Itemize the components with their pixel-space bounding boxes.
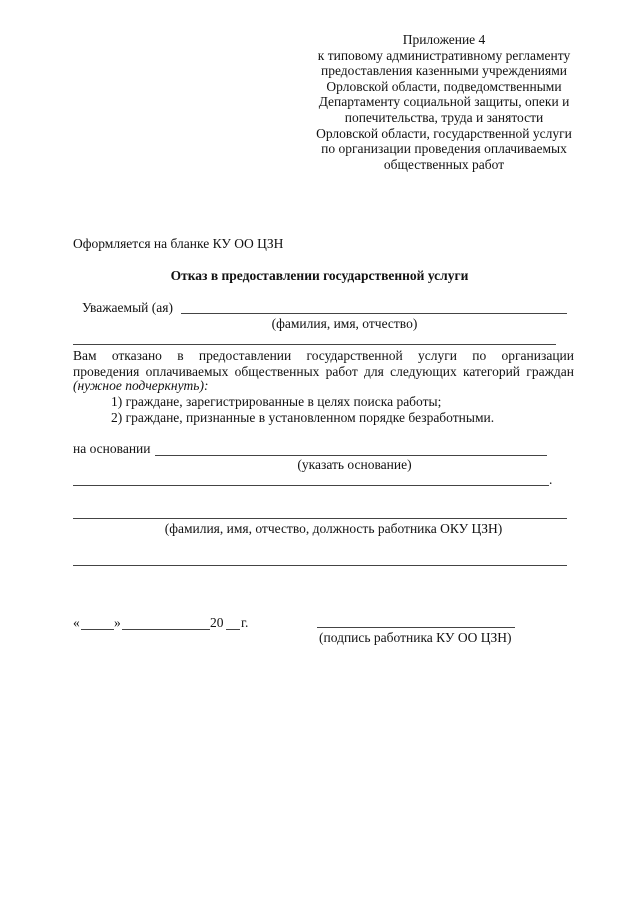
- appendix-line: Орловской области, государственной услуги: [316, 125, 572, 141]
- signature-hint: (подпись работника КУ ОО ЦЗН): [319, 630, 512, 645]
- date-year-prefix: 20: [210, 615, 224, 630]
- greeting-label: Уважаемый (ая): [82, 300, 173, 315]
- basis-label: на основании: [73, 441, 151, 456]
- date-open-quote: «: [73, 615, 80, 630]
- appendix-line: к типовому административному регламенту: [317, 47, 571, 63]
- appendix-line: Приложение 4: [402, 32, 486, 47]
- form-note: Оформляется на бланке КУ ОО ЦЗН: [73, 236, 284, 251]
- appendix-line: Орловской области, подведомственными: [326, 78, 562, 94]
- appendix-line: Департаменту социальной защиты, опеки и: [318, 94, 570, 110]
- basis-continuation-field[interactable]: [73, 485, 549, 486]
- appendix-line: общественных работ: [383, 156, 505, 172]
- category-item-2: 2) граждане, признанные в установленном порядке безработными.: [111, 410, 495, 425]
- recipient-name-hint: (фамилия, имя, отчество): [271, 316, 418, 331]
- date-year-suffix: г.: [241, 615, 249, 630]
- document-title: Отказ в предоставлении государственной услуги: [170, 268, 469, 283]
- basis-hint: (указать основание): [297, 457, 412, 472]
- refusal-text-line: Вам отказано в предоставлении государственной услуги по организации: [73, 348, 574, 363]
- recipient-name-field[interactable]: [181, 313, 567, 314]
- appendix-header: [296, 32, 592, 172]
- appendix-line: попечительства, труда и занятости: [344, 109, 544, 125]
- date-day-field[interactable]: [81, 629, 114, 630]
- employee-hint: (фамилия, имя, отчество, должность работника ОКУ ЦЗН): [164, 521, 503, 536]
- recipient-name-continuation-field[interactable]: [73, 344, 556, 345]
- basis-end-mark: .: [549, 472, 553, 487]
- date-close-quote: »: [114, 615, 121, 630]
- date-year-field[interactable]: [226, 629, 240, 630]
- basis-field[interactable]: [155, 455, 547, 456]
- underline-note: (нужное подчеркнуть):: [73, 378, 209, 393]
- appendix-line: по организации проведения оплачиваемых: [321, 141, 567, 157]
- category-item-1: 1) граждане, зарегистрированные в целях поиска работы;: [111, 394, 442, 409]
- signature-field[interactable]: [317, 627, 515, 628]
- appendix-line: предоставления казенными учреждениями: [321, 63, 567, 79]
- employee-field[interactable]: [73, 518, 567, 519]
- date-month-field[interactable]: [122, 629, 210, 630]
- refusal-text-line: проведения оплачиваемых общественных работ для следующих категорий граждан: [73, 364, 574, 379]
- employee-continuation-field[interactable]: [73, 565, 567, 566]
